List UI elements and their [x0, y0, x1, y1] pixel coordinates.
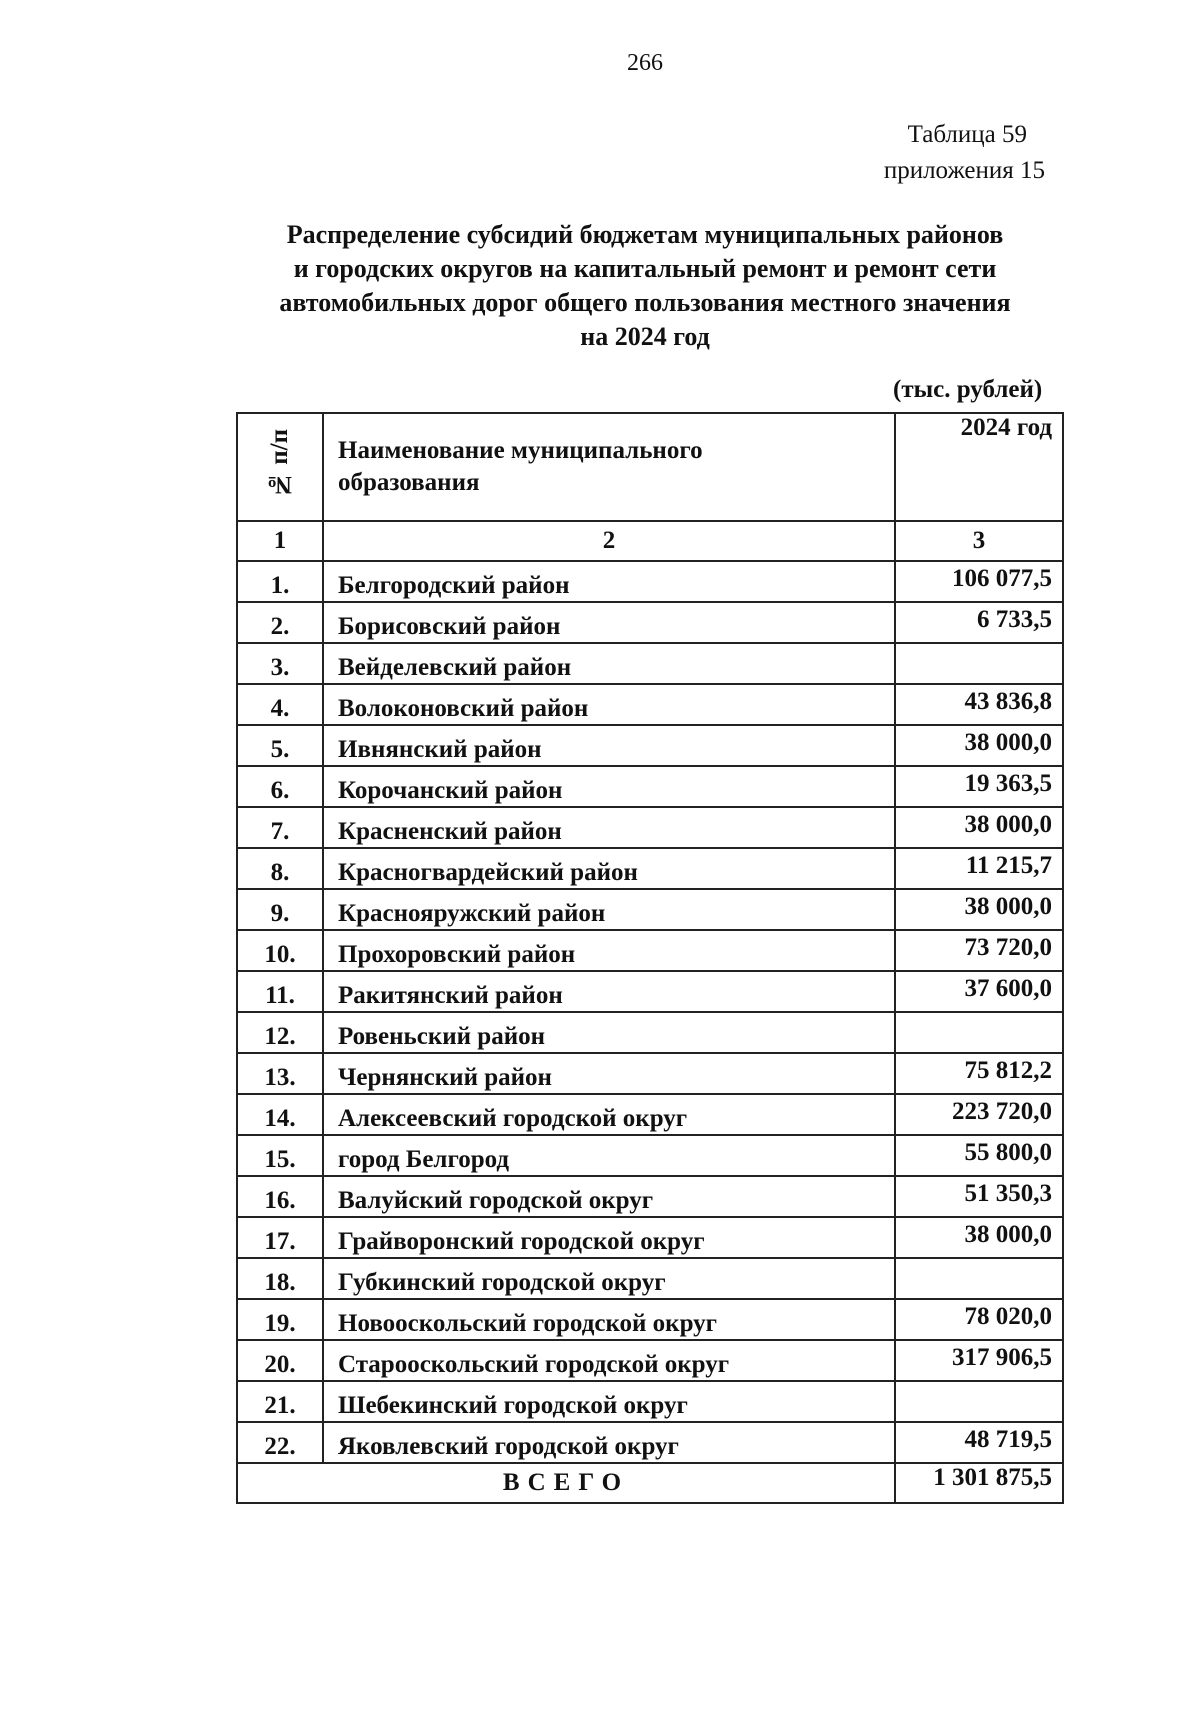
table-ref-line1: Таблица 59 [907, 121, 1027, 148]
municipality-name: Вейделевский район [323, 643, 895, 684]
column-index-2: 2 [323, 521, 895, 561]
row-number: 6. [237, 766, 323, 807]
municipality-name: Корочанский район [323, 766, 895, 807]
row-number: 22. [237, 1422, 323, 1463]
table-row [237, 1094, 1063, 1135]
municipality-name: Валуйский городской округ [323, 1176, 895, 1217]
header-num [237, 413, 323, 521]
title-line3: автомобильных дорог общего пользования местного значения [279, 288, 1011, 317]
table-row [237, 561, 1063, 602]
table-row [237, 1217, 1063, 1258]
table-row [237, 1176, 1063, 1217]
header-name-line1: Наименование муниципального [338, 437, 703, 464]
header-name [323, 413, 895, 521]
total-value: 1 301 875,5 [895, 1463, 1063, 1503]
row-number: 9. [237, 889, 323, 930]
subsidy-value: 75 812,2 [895, 1053, 1063, 1094]
table-row [237, 1012, 1063, 1053]
row-number: 16. [237, 1176, 323, 1217]
table-row [237, 1258, 1063, 1299]
subsidy-value: 48 719,5 [895, 1422, 1063, 1463]
table-row [237, 889, 1063, 930]
title-line2: и городских округов на капитальный ремонт и ремонт сети [293, 254, 997, 283]
subsidy-value [895, 1258, 1063, 1299]
municipality-name: Борисовский район [323, 602, 895, 643]
header-name-line2: образования [338, 469, 480, 496]
municipality-name: Ракитянский район [323, 971, 895, 1012]
subsidy-value: 11 215,7 [895, 848, 1063, 889]
subsidy-value: 78 020,0 [895, 1299, 1063, 1340]
title-line1: Распределение субсидий бюджетам муниципальных районов [286, 220, 1004, 249]
row-number: 21. [237, 1381, 323, 1422]
municipality-name: Алексеевский городской округ [323, 1094, 895, 1135]
subsidy-value: 37 600,0 [895, 971, 1063, 1012]
subsidy-table [236, 412, 1064, 1504]
subsidy-value: 38 000,0 [895, 889, 1063, 930]
municipality-name: Шебекинский городской округ [323, 1381, 895, 1422]
subsidy-value: 73 720,0 [895, 930, 1063, 971]
table-row [237, 1053, 1063, 1094]
row-number: 1. [237, 561, 323, 602]
row-number: 10. [237, 930, 323, 971]
municipality-name: Красненский район [323, 807, 895, 848]
table-header-row [237, 413, 1063, 521]
subsidy-value: 51 350,3 [895, 1176, 1063, 1217]
municipality-name: Грайворонский городской округ [323, 1217, 895, 1258]
header-num-label: № п/п [266, 428, 293, 498]
column-index-3: 3 [895, 521, 1063, 561]
subsidy-value [895, 1012, 1063, 1053]
table-row [237, 1299, 1063, 1340]
municipality-name: Краснояружский район [323, 889, 895, 930]
subsidy-value [895, 1381, 1063, 1422]
document-title [230, 218, 1060, 354]
municipality-name: Ивнянский район [323, 725, 895, 766]
row-number: 14. [237, 1094, 323, 1135]
page-number: 266 [627, 50, 663, 76]
municipality-name: Ровеньский район [323, 1012, 895, 1053]
table-row [237, 807, 1063, 848]
title-line4: на 2024 год [580, 322, 710, 351]
table-row [237, 1135, 1063, 1176]
subsidy-value: 6 733,5 [895, 602, 1063, 643]
table-row [237, 766, 1063, 807]
subsidy-value: 317 906,5 [895, 1340, 1063, 1381]
table-row [237, 602, 1063, 643]
municipality-name: город Белгород [323, 1135, 895, 1176]
row-number: 19. [237, 1299, 323, 1340]
table-reference [884, 117, 1045, 189]
row-number: 20. [237, 1340, 323, 1381]
row-number: 7. [237, 807, 323, 848]
municipality-name: Прохоровский район [323, 930, 895, 971]
municipality-name: Новооскольский городской округ [323, 1299, 895, 1340]
column-index-1: 1 [237, 521, 323, 561]
header-year: 2024 год [895, 413, 1063, 521]
municipality-name: Красногвардейский район [323, 848, 895, 889]
subsidy-value: 38 000,0 [895, 1217, 1063, 1258]
total-label: ВСЕГО [237, 1463, 895, 1503]
row-number: 13. [237, 1053, 323, 1094]
municipality-name: Яковлевский городской округ [323, 1422, 895, 1463]
subsidy-value: 223 720,0 [895, 1094, 1063, 1135]
table-row [237, 643, 1063, 684]
municipality-name: Губкинский городской округ [323, 1258, 895, 1299]
subsidy-value: 38 000,0 [895, 807, 1063, 848]
row-number: 18. [237, 1258, 323, 1299]
subsidy-value: 55 800,0 [895, 1135, 1063, 1176]
row-number: 11. [237, 971, 323, 1012]
column-index-row [237, 521, 1063, 561]
row-number: 12. [237, 1012, 323, 1053]
municipality-name: Чернянский район [323, 1053, 895, 1094]
municipality-name: Старооскольский городской округ [323, 1340, 895, 1381]
table-row [237, 971, 1063, 1012]
table-row [237, 930, 1063, 971]
table-row [237, 725, 1063, 766]
units-label: (тыс. рублей) [893, 376, 1043, 403]
subsidy-value: 38 000,0 [895, 725, 1063, 766]
table-row [237, 1381, 1063, 1422]
subsidy-value: 106 077,5 [895, 561, 1063, 602]
municipality-name: Волоконовский район [323, 684, 895, 725]
row-number: 2. [237, 602, 323, 643]
municipality-name: Белгородский район [323, 561, 895, 602]
table-body [237, 561, 1063, 1463]
table-row [237, 1340, 1063, 1381]
row-number: 4. [237, 684, 323, 725]
row-number: 17. [237, 1217, 323, 1258]
table-row [237, 684, 1063, 725]
table-ref-line2: приложения 15 [883, 157, 1045, 184]
subsidy-value: 19 363,5 [895, 766, 1063, 807]
row-number: 5. [237, 725, 323, 766]
row-number: 15. [237, 1135, 323, 1176]
subsidy-value: 43 836,8 [895, 684, 1063, 725]
total-row [237, 1463, 1063, 1503]
table-row [237, 848, 1063, 889]
subsidy-value [895, 643, 1063, 684]
row-number: 8. [237, 848, 323, 889]
row-number: 3. [237, 643, 323, 684]
table-row [237, 1422, 1063, 1463]
